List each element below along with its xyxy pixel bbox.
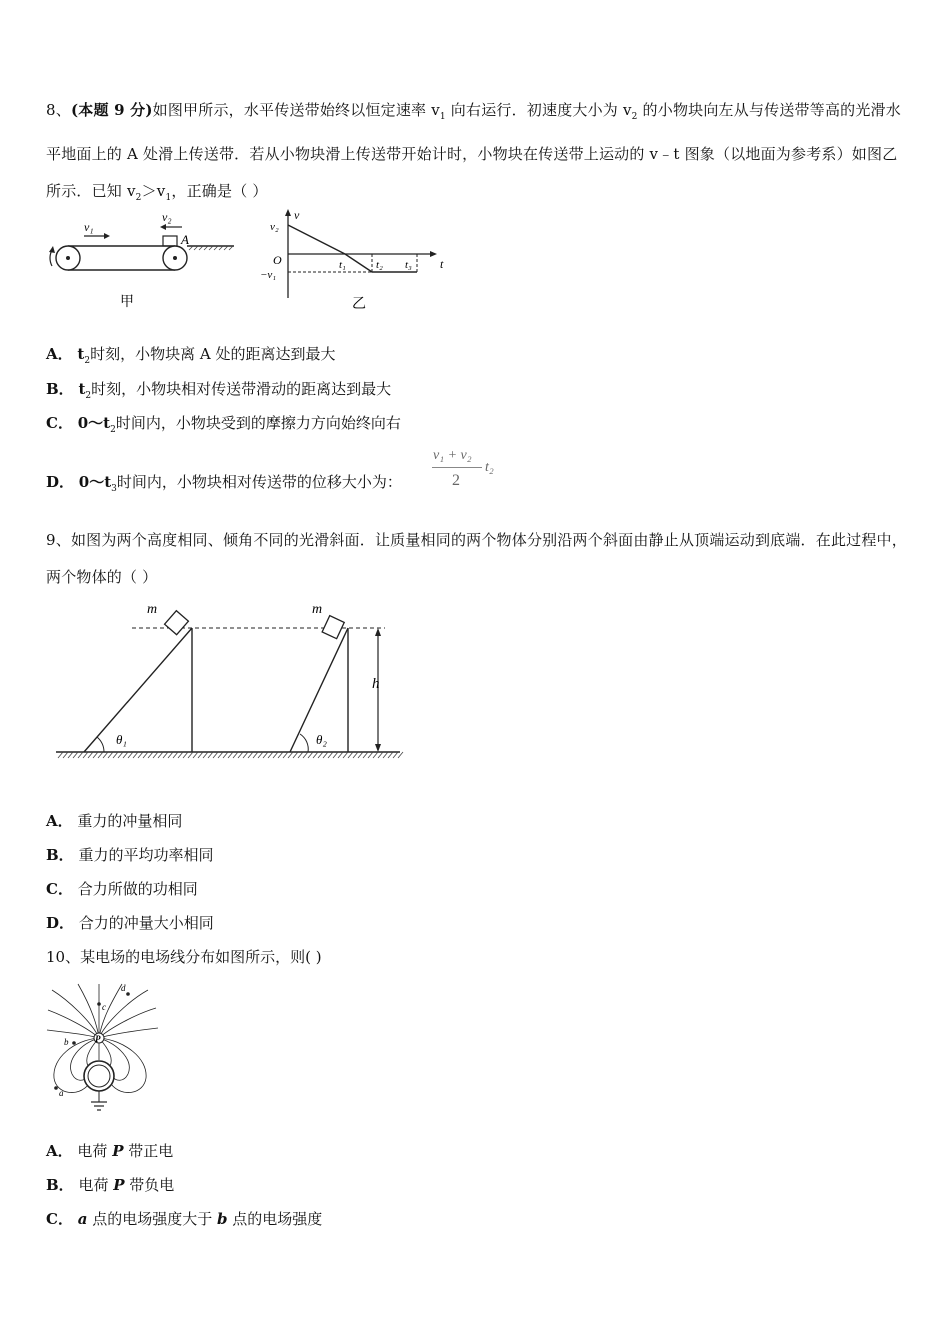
ground-hatch-line: [343, 752, 348, 758]
ground-hatch-line: [133, 752, 138, 758]
ground-hatch-line: [63, 752, 68, 758]
ground-hatch-line: [308, 752, 313, 758]
q9-figure-inclines: [50, 598, 405, 768]
q8-yi-v2: v₂: [270, 221, 279, 233]
q8-jia-v1: v₁: [84, 220, 94, 234]
ground-hatch-line: [183, 752, 188, 758]
ground-hatch-line: [83, 752, 88, 758]
q8-yi-caption: 乙: [352, 296, 366, 312]
ground-hatch-line: [348, 752, 353, 758]
q8-jia-A: A: [181, 232, 189, 247]
q10-stem: 10、某电场的电场线分布如图所示，则( ): [46, 948, 322, 966]
q9-height: h: [372, 676, 380, 692]
q8-formula: [430, 448, 505, 498]
ground-hatch-line: [123, 752, 128, 758]
ground-hatch-line: [108, 752, 113, 758]
ground-hatch-line: [353, 752, 358, 758]
ground-hatch-line: [148, 752, 153, 758]
q10-option-b[interactable]: B． 电荷 P 带负电: [46, 1176, 175, 1194]
ground-hatch-line: [193, 752, 198, 758]
q8-number: 8、: [46, 101, 71, 119]
q8-yi-v: v: [294, 208, 300, 222]
ground-hatch-line: [243, 752, 248, 758]
ground-hatch-line: [323, 752, 328, 758]
ground-hatch-line: [328, 752, 333, 758]
q9-option-d[interactable]: D． 合力的冲量大小相同: [46, 914, 214, 932]
ground-hatch-line: [58, 752, 63, 758]
ground-hatch-line: [368, 752, 373, 758]
formula-denominator: 2: [452, 472, 460, 489]
ground-hatch-line: [93, 752, 98, 758]
q8-option-d[interactable]: D． $0\sim t_3$时间内，小物块相对传送带的位移大小为：: [46, 473, 402, 494]
q9-number: 9、: [46, 531, 71, 549]
ground-hatch-line: [398, 752, 403, 758]
q8-yi-t1: t₁: [339, 259, 346, 271]
q8-option-a[interactable]: A． $t_2$时刻，小物块离 A 处的距离达到最大: [46, 345, 336, 366]
ground-hatch-line: [173, 752, 178, 758]
ground-hatch-line: [178, 752, 183, 758]
ground-hatch-line: [213, 752, 218, 758]
ground-hatch-line: [223, 752, 228, 758]
ground-hatch-line: [318, 752, 323, 758]
ground-hatch-line: [303, 752, 308, 758]
q8-figure-jia: [44, 208, 239, 313]
q10-d: d: [121, 983, 126, 993]
ground-hatch-line: [203, 752, 208, 758]
ground-hatch-line: [198, 752, 203, 758]
q10-option-a[interactable]: A． 电荷 P 带正电: [46, 1142, 174, 1160]
q10-figure-field-lines: [44, 978, 164, 1118]
ground-hatch-line: [358, 752, 363, 758]
ground-hatch-line: [383, 752, 388, 758]
ground-hatch-line: [163, 752, 168, 758]
q10-b: b: [64, 1037, 69, 1047]
q9-stem: 9、如图为两个高度相同、倾角不同的光滑斜面．让质量相同的两个物体分别沿两个斜面由静止从顶端运动到底端．在此过程中，两个物体的（ ）: [46, 531, 907, 586]
q10-P: P: [95, 1034, 101, 1044]
q9-mass-2: m: [312, 602, 323, 617]
ground-hatch-line: [253, 752, 258, 758]
q9-theta-1: θ₁: [116, 732, 127, 747]
ground-hatch-line: [263, 752, 268, 758]
ground-hatch-line: [113, 752, 118, 758]
ground-hatch-line: [288, 752, 293, 758]
ground-hatch-line: [228, 752, 233, 758]
ground-hatch-line: [298, 752, 303, 758]
ground-hatch-line: [208, 752, 213, 758]
q9-option-b[interactable]: B． 重力的平均功率相同: [46, 846, 214, 864]
ground-hatch-line: [143, 752, 148, 758]
ground-hatch-line: [153, 752, 158, 758]
q8-option-c[interactable]: C． $0\sim t_2$时间内，小物块受到的摩擦力方向始终向右: [46, 414, 401, 435]
q10-number: 10、: [46, 948, 81, 966]
ground-hatch-line: [248, 752, 253, 758]
q8-yi-t: t: [440, 257, 444, 271]
ground-hatch-line: [363, 752, 368, 758]
ground-hatch-line: [73, 752, 78, 758]
ground-hatch-line: [278, 752, 283, 758]
ground-hatch-line: [78, 752, 83, 758]
ground-hatch-line: [333, 752, 338, 758]
q8-yi-t3: t₃: [405, 259, 412, 271]
ground-hatch-line: [98, 752, 103, 758]
ground-hatch-line: [138, 752, 143, 758]
q10-a: a: [59, 1088, 64, 1098]
q9-theta-2: θ₂: [316, 732, 327, 747]
q9-mass-1: m: [147, 602, 158, 617]
q8-figure-yi: [255, 206, 445, 314]
q8-stem: 8、(本题 9 分)如图甲所示，水平传送带始终以恒定速率 $v_1$ 向右运行．初速度大小为 $v_2$ 的小物块向左从与传送带等高的光滑水平地面上的 A 处滑上传送带．若从小物块滑上传送带开始计时，小物块在传送带上运动的 v﹣t 图象（以地面为参考系）如图乙所示．已知 $v_2>v_1$，正确是（ ）: [46, 101, 901, 203]
formula-factor: t₂: [485, 460, 494, 475]
q9-option-c[interactable]: C． 合力所做的功相同: [46, 880, 198, 898]
ground-hatch-line: [373, 752, 378, 758]
ground-hatch-line: [268, 752, 273, 758]
q8-yi-neg-v1: −v₁: [260, 269, 277, 281]
q8-yi-O: O: [273, 253, 282, 267]
formula-fraction-bar: [432, 467, 482, 468]
ground-hatch-line: [168, 752, 173, 758]
q8-jia-v2: v₂: [162, 210, 172, 224]
ground-hatch-line: [293, 752, 298, 758]
q10-option-c[interactable]: C． a 点的电场强度大于 b 点的电场强度: [46, 1210, 323, 1228]
q8-jia-caption: 甲: [120, 294, 134, 310]
ground-hatch-line: [218, 752, 223, 758]
q10-c: c: [102, 1002, 106, 1012]
ground-hatch-line: [313, 752, 318, 758]
ground-hatch-line: [393, 752, 398, 758]
q8-yi-t2: t₂: [376, 259, 383, 271]
ground-hatch-line: [273, 752, 278, 758]
ground-hatch-line: [258, 752, 263, 758]
ground-hatch-line: [233, 752, 238, 758]
ground-hatch-line: [388, 752, 393, 758]
ground-hatch-line: [188, 752, 193, 758]
q9-option-a[interactable]: A． 重力的冲量相同: [46, 812, 183, 830]
ground-hatch-line: [103, 752, 108, 758]
ground-hatch-line: [88, 752, 93, 758]
ground-hatch-line: [128, 752, 133, 758]
ground-hatch-line: [238, 752, 243, 758]
ground-hatch-line: [378, 752, 383, 758]
q8-points: (本题 9 分): [70, 101, 153, 119]
ground-hatch-line: [68, 752, 73, 758]
ground-hatch-line: [283, 752, 288, 758]
ground-hatch-line: [158, 752, 163, 758]
ground-hatch-line: [118, 752, 123, 758]
formula-numerator: v₁ + v₂: [433, 448, 472, 463]
q8-option-b[interactable]: B． $t_2$时刻，小物块相对传送带滑动的距离达到最大: [46, 380, 392, 401]
ground-hatch-line: [338, 752, 343, 758]
